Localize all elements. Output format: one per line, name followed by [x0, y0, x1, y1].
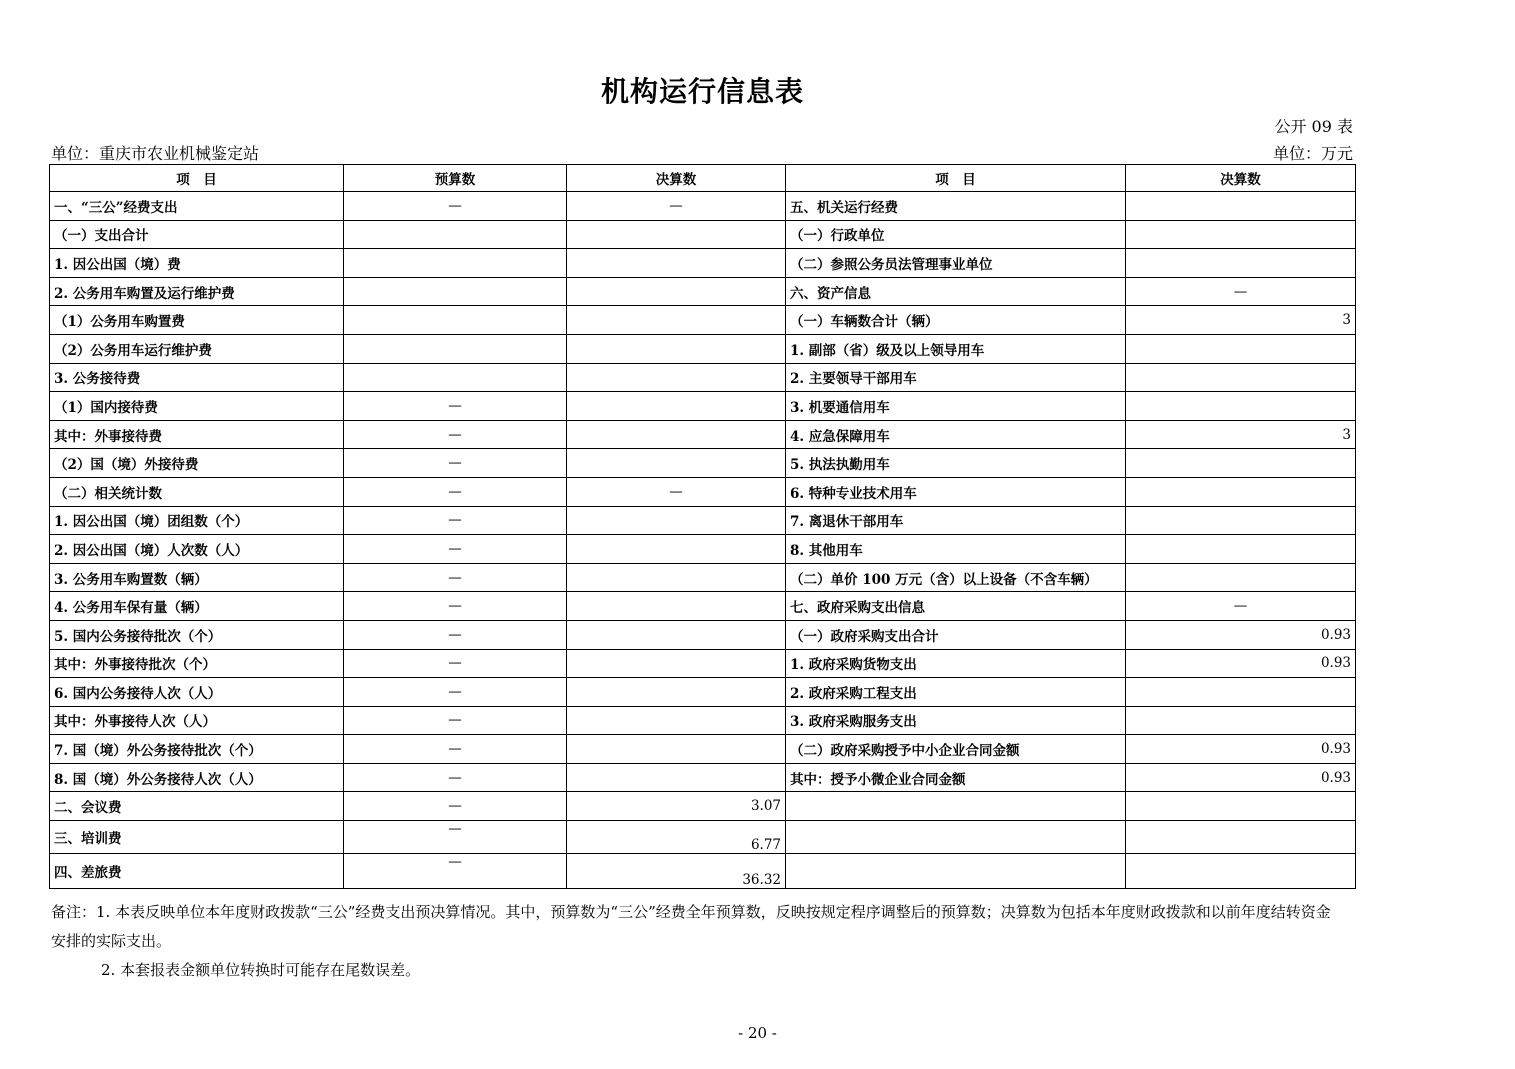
row-label-right: （二）单价 100 万元（含）以上设备（不含车辆）: [786, 563, 1126, 592]
row-budget: —: [344, 854, 567, 889]
unit-currency: 单位：万元: [1272, 144, 1353, 163]
table-row: [50, 592, 1356, 621]
row-label-right: 7. 离退休干部用车: [786, 506, 1126, 535]
table-row: [50, 334, 1356, 363]
table-row: [50, 249, 1356, 278]
table-row: [50, 192, 1356, 221]
row-budget: —: [344, 649, 567, 678]
row-final-right: [1126, 506, 1356, 535]
row-final-right: [1126, 363, 1356, 392]
row-final-right: [1126, 392, 1356, 421]
table-row: [50, 854, 1356, 889]
row-label-right: 1. 副部（省）级及以上领导用车: [786, 334, 1126, 363]
header-final-right: 决算数: [1126, 165, 1356, 192]
row-budget: —: [344, 506, 567, 535]
row-label-right: [786, 854, 1126, 889]
row-final-right: [1126, 334, 1356, 363]
row-label-right: 五、机关运行经费: [786, 192, 1126, 221]
row-label-right: 六、资产信息: [786, 277, 1126, 306]
row-label: 7. 国（境）外公务接待批次（个）: [50, 735, 344, 764]
row-final: [567, 277, 786, 306]
row-label: 6. 国内公务接待人次（人）: [50, 678, 344, 707]
row-budget: [344, 363, 567, 392]
row-label: 8. 国（境）外公务接待人次（人）: [50, 763, 344, 792]
row-label-right: （一）政府采购支出合计: [786, 620, 1126, 649]
row-label-right: [786, 821, 1126, 854]
row-final: [567, 449, 786, 478]
row-final: [567, 306, 786, 335]
row-label-right: 七、政府采购支出信息: [786, 592, 1126, 621]
row-final: [567, 735, 786, 764]
row-label-right: 5. 执法执勤用车: [786, 449, 1126, 478]
row-final: [567, 620, 786, 649]
row-final: [567, 506, 786, 535]
row-label-right: （二）参照公务员法管理事业单位: [786, 249, 1126, 278]
table-row: [50, 535, 1356, 564]
row-final-right: [1126, 192, 1356, 221]
row-label-right: 2. 政府采购工程支出: [786, 678, 1126, 707]
row-label: 2. 公务用车购置及运行维护费: [50, 277, 344, 306]
row-final: [567, 535, 786, 564]
row-label: 一、“三公”经费支出: [50, 192, 344, 221]
header-final: 决算数: [567, 165, 786, 192]
row-final-right: [1126, 854, 1356, 889]
row-final: —: [567, 192, 786, 221]
row-final: [567, 706, 786, 735]
row-final-right: 0.93: [1126, 649, 1356, 678]
row-budget: —: [344, 735, 567, 764]
unit-organization: 单位：重庆市农业机械鉴定站: [51, 144, 260, 163]
row-label: （2）公务用车运行维护费: [50, 334, 344, 363]
row-label: 四、差旅费: [50, 854, 344, 889]
row-final-right: [1126, 678, 1356, 707]
row-final: [567, 334, 786, 363]
row-budget: —: [344, 620, 567, 649]
table-row: [50, 821, 1356, 854]
row-label-right: 6. 特种专业技术用车: [786, 477, 1126, 506]
row-final: 3.07: [567, 792, 786, 821]
row-label: 4. 公务用车保有量（辆）: [50, 592, 344, 621]
row-budget: [344, 277, 567, 306]
page-title: 机构运行信息表: [600, 75, 804, 108]
row-final: [567, 220, 786, 249]
row-final: [567, 592, 786, 621]
form-number: 公开 09 表: [1274, 117, 1353, 136]
page-number: - 20 -: [738, 1024, 777, 1042]
row-budget: [344, 306, 567, 335]
row-final-right: —: [1126, 277, 1356, 306]
row-label: （一）支出合计: [50, 220, 344, 249]
row-final: 36.32: [567, 854, 786, 889]
row-final-right: [1126, 535, 1356, 564]
row-final: [567, 420, 786, 449]
row-label: 二、会议费: [50, 792, 344, 821]
table-row: [50, 277, 1356, 306]
row-label: 其中：外事接待批次（个）: [50, 649, 344, 678]
table-header-row: [50, 165, 1356, 192]
table-row: [50, 306, 1356, 335]
row-budget: [344, 249, 567, 278]
note-line-1: 备注：1. 本表反映单位本年度财政拨款“三公”经费支出预决算情况。其中，预算数为“三公”经费全年预算数，反映按规定程序调整后的预算数；决算数为包括本年度财政拨款和以前年度结转资金: [51, 903, 1331, 921]
row-budget: —: [344, 420, 567, 449]
table-row: [50, 735, 1356, 764]
row-label-right: 3. 机要通信用车: [786, 392, 1126, 421]
row-final: [567, 392, 786, 421]
row-budget: —: [344, 821, 567, 854]
row-final-right: [1126, 563, 1356, 592]
notes: [51, 898, 1471, 985]
note-line-2: 安排的实际支出。: [51, 932, 172, 950]
row-label: 三、培训费: [50, 821, 344, 854]
row-label: 5. 国内公务接待批次（个）: [50, 620, 344, 649]
row-final-right: [1126, 449, 1356, 478]
row-label-right: [786, 792, 1126, 821]
row-budget: —: [344, 706, 567, 735]
row-label-right: 2. 主要领导干部用车: [786, 363, 1126, 392]
row-final: [567, 649, 786, 678]
row-label-right: （二）政府采购授予中小企业合同金额: [786, 735, 1126, 764]
table-row: [50, 449, 1356, 478]
row-budget: —: [344, 763, 567, 792]
row-budget: —: [344, 535, 567, 564]
row-final: [567, 563, 786, 592]
row-label: 3. 公务用车购置数（辆）: [50, 563, 344, 592]
row-final-right: [1126, 792, 1356, 821]
row-budget: —: [344, 449, 567, 478]
header-budget: 预算数: [344, 165, 567, 192]
row-label: （2）国（境）外接待费: [50, 449, 344, 478]
row-budget: —: [344, 592, 567, 621]
header-item: 项 目: [50, 165, 344, 192]
table-row: [50, 678, 1356, 707]
row-label: （1）国内接待费: [50, 392, 344, 421]
row-final-right: 0.93: [1126, 735, 1356, 764]
table-row: [50, 363, 1356, 392]
table-row: [50, 620, 1356, 649]
row-final-right: 0.93: [1126, 620, 1356, 649]
info-table: [49, 164, 1356, 889]
header-item-right: 项 目: [786, 165, 1126, 192]
row-label: 3. 公务接待费: [50, 363, 344, 392]
row-final-right: 3: [1126, 420, 1356, 449]
row-final: —: [567, 477, 786, 506]
row-label: （二）相关统计数: [50, 477, 344, 506]
row-label-right: 1. 政府采购货物支出: [786, 649, 1126, 678]
row-label: 其中：外事接待费: [50, 420, 344, 449]
row-final-right: [1126, 220, 1356, 249]
row-final-right: —: [1126, 592, 1356, 621]
row-label-right: （一）行政单位: [786, 220, 1126, 249]
row-final-right: 3: [1126, 306, 1356, 335]
row-label: 1. 因公出国（境）费: [50, 249, 344, 278]
row-budget: —: [344, 678, 567, 707]
table-row: [50, 477, 1356, 506]
row-budget: —: [344, 192, 567, 221]
table-row: [50, 706, 1356, 735]
row-budget: [344, 220, 567, 249]
row-budget: [344, 334, 567, 363]
table-row: [50, 792, 1356, 821]
row-final-right: [1126, 477, 1356, 506]
row-final: [567, 678, 786, 707]
table-row: [50, 563, 1356, 592]
table-row: [50, 420, 1356, 449]
row-final-right: [1126, 706, 1356, 735]
row-label-right: 8. 其他用车: [786, 535, 1126, 564]
row-final-right: [1126, 249, 1356, 278]
row-label: 2. 因公出国（境）人次数（人）: [50, 535, 344, 564]
row-label-right: 4. 应急保障用车: [786, 420, 1126, 449]
row-final: 6.77: [567, 821, 786, 854]
row-budget: —: [344, 563, 567, 592]
note-line-3: 2. 本套报表金额单位转换时可能存在尾数误差。: [101, 961, 421, 979]
table-row: [50, 649, 1356, 678]
row-label-right: 其中：授予小微企业合同金额: [786, 763, 1126, 792]
row-budget: —: [344, 792, 567, 821]
row-final: [567, 249, 786, 278]
table-row: [50, 392, 1356, 421]
table-row: [50, 763, 1356, 792]
row-budget: —: [344, 477, 567, 506]
row-final: [567, 363, 786, 392]
table-row: [50, 506, 1356, 535]
row-label-right: （一）车辆数合计（辆）: [786, 306, 1126, 335]
row-final-right: [1126, 821, 1356, 854]
row-label-right: 3. 政府采购服务支出: [786, 706, 1126, 735]
row-final: [567, 763, 786, 792]
row-budget: —: [344, 392, 567, 421]
row-label: （1）公务用车购置费: [50, 306, 344, 335]
row-final-right: 0.93: [1126, 763, 1356, 792]
row-label: 其中：外事接待人次（人）: [50, 706, 344, 735]
table-row: [50, 220, 1356, 249]
row-label: 1. 因公出国（境）团组数（个）: [50, 506, 344, 535]
